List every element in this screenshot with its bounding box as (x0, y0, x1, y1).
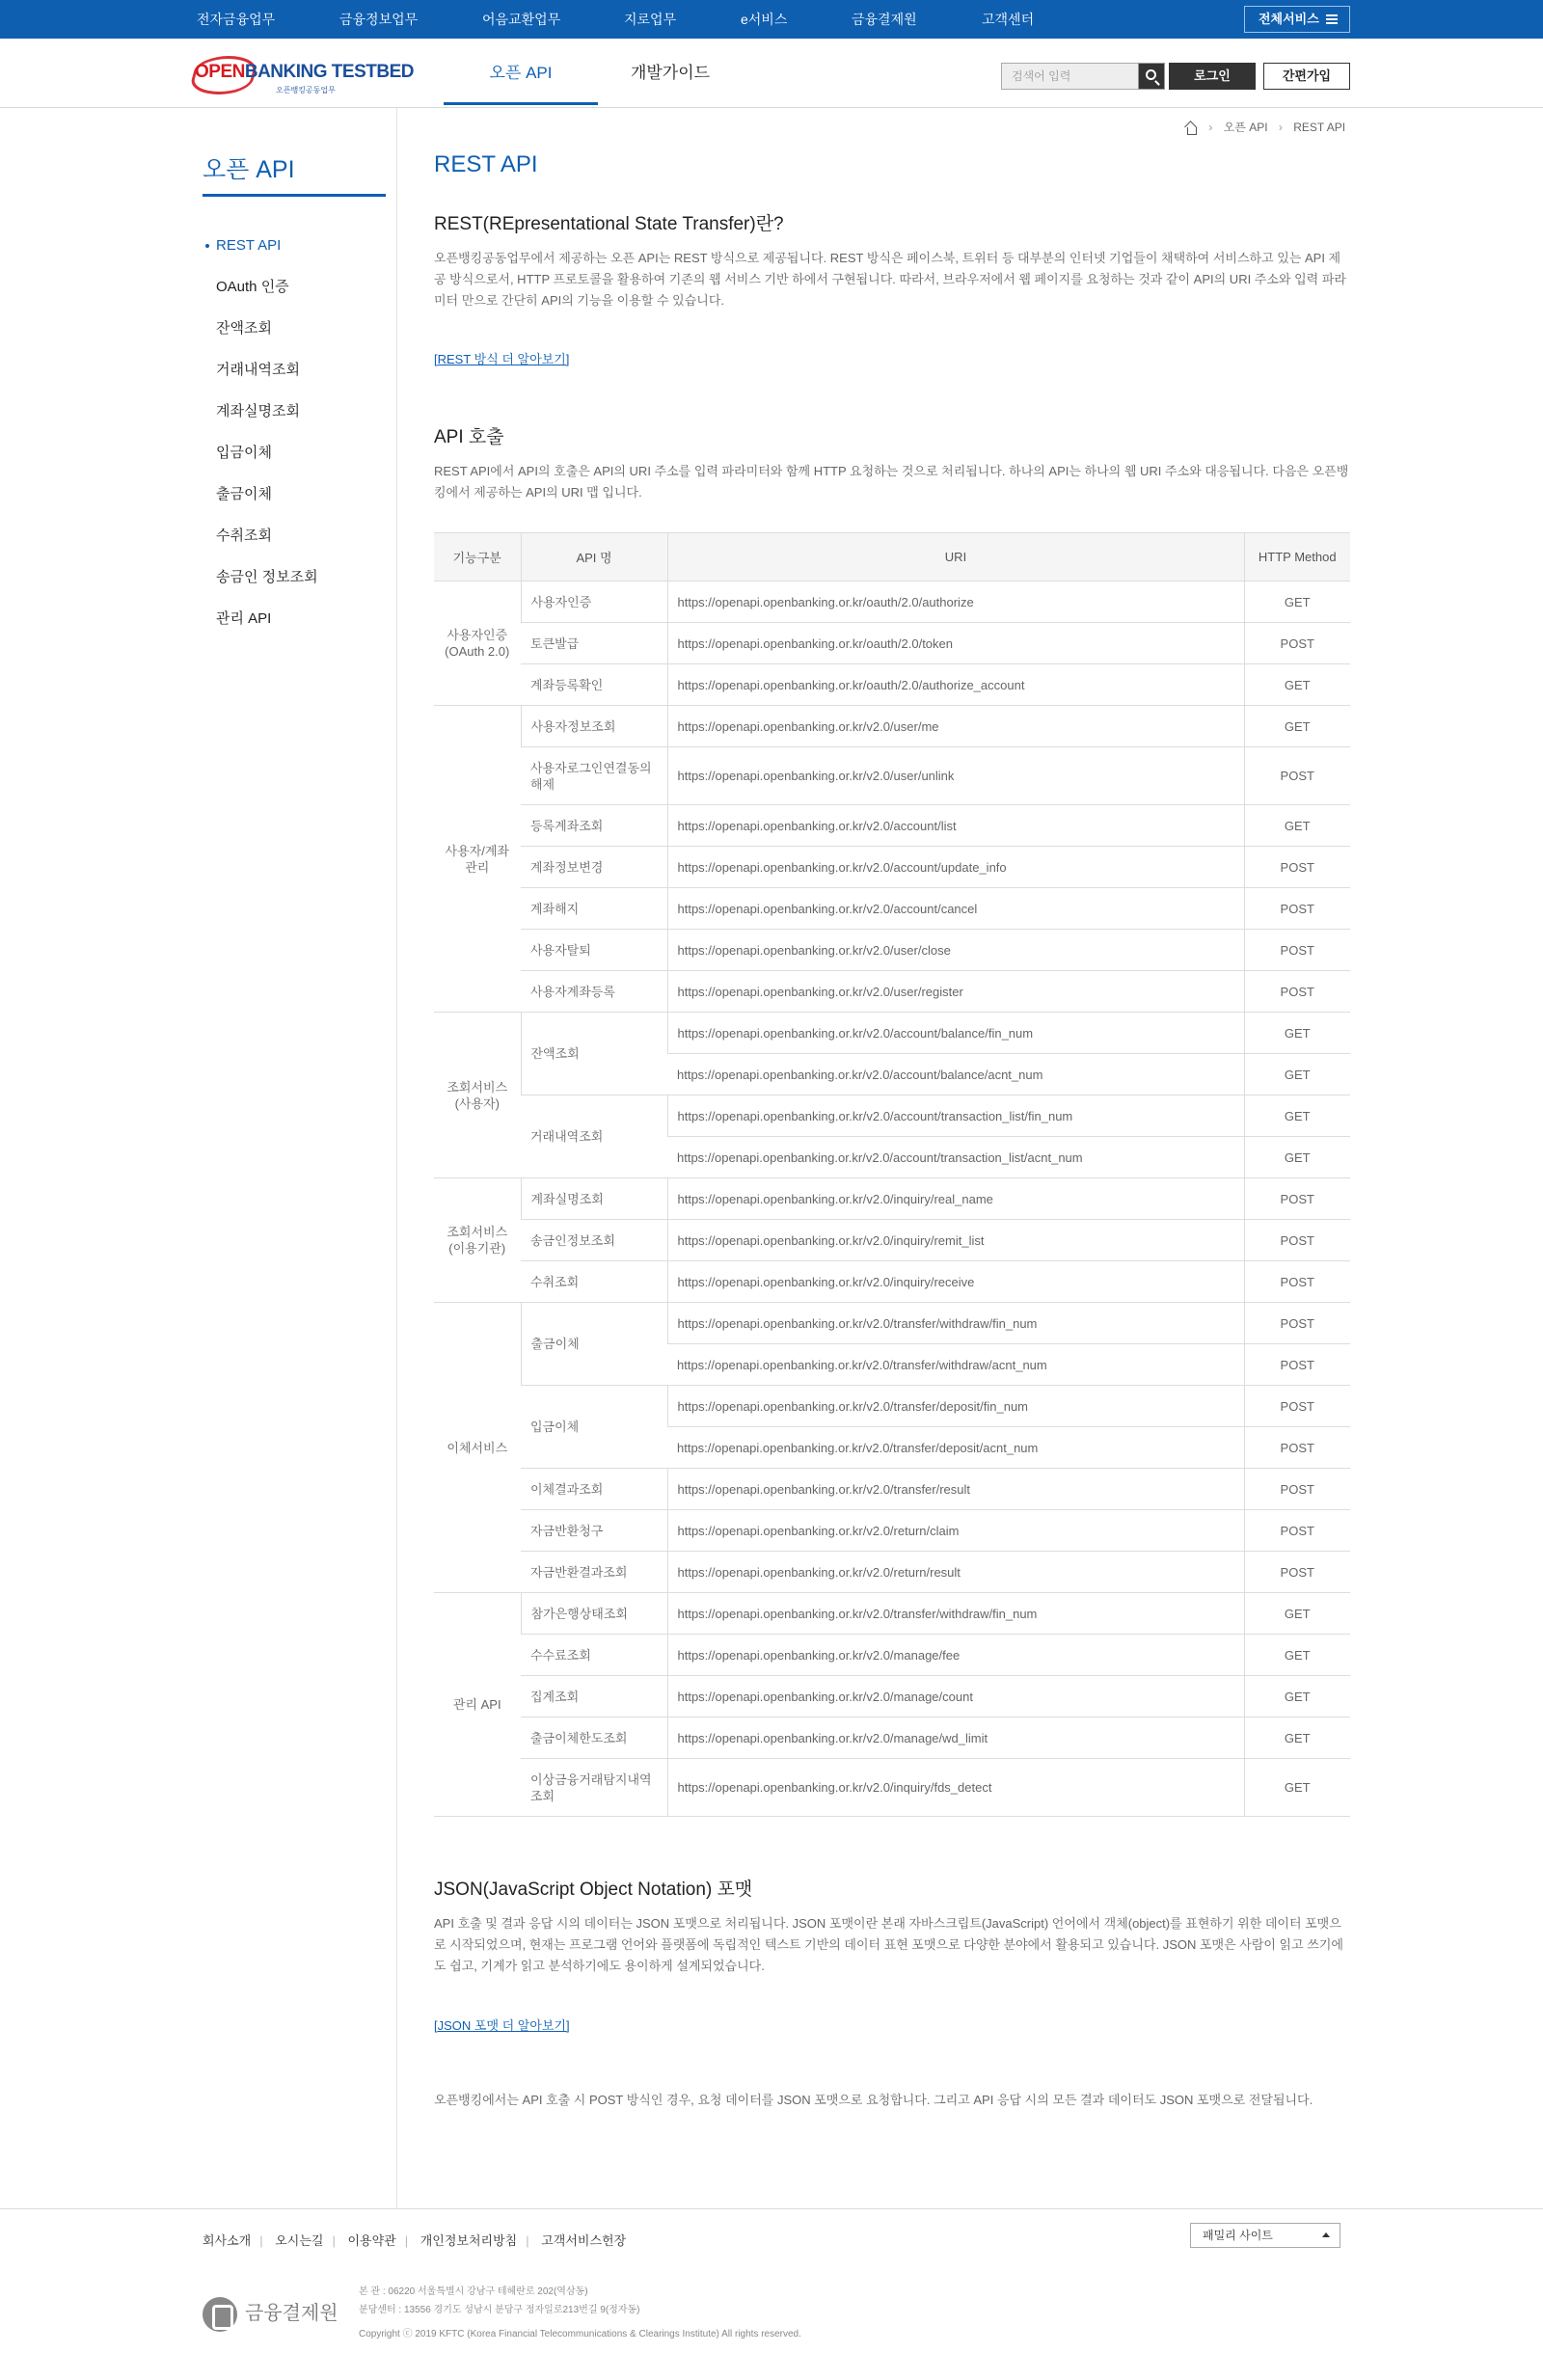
http-method-cell: POST (1244, 847, 1350, 888)
category-cell: 조회서비스 (이용기관) (434, 1178, 521, 1303)
api-name-cell: 집계조회 (521, 1676, 667, 1717)
sidebar-item-oauth[interactable]: OAuth 인증 (216, 279, 289, 295)
uri-cell: https://openapi.openbanking.or.kr/v2.0/inquiry/real_name (667, 1178, 1244, 1220)
uri-cell: https://openapi.openbanking.or.kr/v2.0/inquiry/remit_list (667, 1220, 1244, 1261)
gnb-open-api[interactable]: 오픈 API (444, 39, 598, 105)
table-row (434, 1303, 1350, 1344)
api-call-section-title: API 호출 (434, 427, 504, 447)
uri-cell: https://openapi.openbanking.or.kr/v2.0/transfer/withdraw/fin_num (667, 1593, 1244, 1635)
category-cell: 사용자인증 (OAuth 2.0) (434, 581, 521, 706)
footer-link-service-charter[interactable]: 고객서비스헌장 (541, 2233, 627, 2248)
top-utility-bar (0, 0, 1543, 39)
api-name-cell: 계좌실명조회 (521, 1178, 667, 1220)
http-method-cell: POST (1244, 1469, 1350, 1510)
uri-cell: https://openapi.openbanking.or.kr/v2.0/account/transaction_list/fin_num (667, 1095, 1244, 1137)
footer-link-directions[interactable]: 오시는길 (275, 2233, 324, 2248)
kftc-logo-icon (203, 2297, 237, 2332)
sidebar-item-real-name[interactable]: 계좌실명조회 (216, 403, 300, 419)
uri-cell: https://openapi.openbanking.or.kr/v2.0/return/result (667, 1552, 1244, 1593)
uri-cell: https://openapi.openbanking.or.kr/oauth/2.0/authorize_account (667, 664, 1244, 706)
table-row (434, 1717, 1350, 1759)
sidebar-item-transactions[interactable]: 거래내역조회 (216, 362, 300, 378)
http-method-cell: GET (1244, 1676, 1350, 1717)
http-method-cell: GET (1244, 581, 1350, 623)
table-row (434, 706, 1350, 747)
logo-text-testbed: BANKING TESTBED (244, 62, 414, 82)
api-name-cell: 사용자로그인연결동의해제 (521, 747, 667, 805)
api-name-cell: 이상금융거래탐지내역조회 (521, 1759, 667, 1817)
rest-section-text: 오픈뱅킹공동업무에서 제공하는 오픈 API는 REST 방식으로 제공됩니다. REST 방식은 페이스북, 트위터 등 대부분의 인터넷 기업들이 채택하여 서비스하고 있는 API 제공 방식으로서, HTTP 프로토콜을 활용하여 기존의 웹 서비스 기반 하에서 구현됩니다. 따라서, 브라우저에서 웹 페이지를 요청하는 것과 같이 API의 URI 주소와 입력 파라미터 만으로 간단히 API의 기능을 이용할 수 있습니다. (434, 251, 1346, 308)
footer-link-terms[interactable]: 이용약관 (347, 2233, 396, 2248)
sidebar-item-rest-api[interactable]: REST API (203, 233, 386, 275)
col-header-uri: URI (667, 533, 1244, 581)
logo-subtitle: 오픈뱅킹공동업무 (276, 86, 336, 95)
sidebar-item-receive[interactable]: 수취조회 (216, 527, 272, 544)
uri-cell: https://openapi.openbanking.or.kr/v2.0/inquiry/fds_detect (667, 1759, 1244, 1817)
table-row (434, 664, 1350, 706)
table-row (434, 1759, 1350, 1817)
footer-links: 회사소개 | 오시는길 | 이용약관 | 개인정보처리방침 | 고객서비스헌장 (203, 2231, 635, 2249)
table-row (434, 1635, 1350, 1676)
kftc-logo-text: 금융결제원 (245, 2303, 338, 2324)
http-method-cell: POST (1244, 1386, 1350, 1427)
search-input[interactable]: 검색어 입력 (1001, 63, 1140, 90)
table-header-row (434, 533, 1350, 581)
uri-cell: https://openapi.openbanking.or.kr/v2.0/manage/count (667, 1676, 1244, 1717)
http-method-cell: POST (1244, 1220, 1350, 1261)
uri-cell: https://openapi.openbanking.or.kr/oauth/2.0/authorize (667, 581, 1244, 623)
api-name-cell: 사용자계좌등록 (521, 971, 667, 1013)
uri-cell: https://openapi.openbanking.or.kr/v2.0/transfer/result (667, 1469, 1244, 1510)
uri-cell: https://openapi.openbanking.or.kr/v2.0/transfer/deposit/fin_num (667, 1386, 1244, 1427)
footer-copyright: Copyright ⓒ 2019 KFTC (Korea Financial Telecommunications & Clearings Institute) All rights reserved. (359, 2329, 801, 2339)
table-row (434, 1261, 1350, 1303)
rest-section-title: REST(REpresentational State Transfer)란? (434, 214, 784, 234)
sidebar-nav (203, 233, 386, 648)
json-section-title: JSON(JavaScript Object Notation) 포맷 (434, 1880, 753, 1900)
table-row (434, 1676, 1350, 1717)
http-method-cell: POST (1244, 1261, 1350, 1303)
api-name-cell: 자금반환청구 (521, 1510, 667, 1552)
http-method-cell: POST (1244, 1510, 1350, 1552)
category-cell: 조회서비스 (사용자) (434, 1013, 521, 1178)
footer-address-bundang: 분당센터 : 13556 경기도 성남시 분당구 정자일로213번길 9(정자동) (359, 2305, 640, 2315)
topnav-electronic-finance[interactable]: 전자금융업무 (197, 12, 276, 27)
http-method-cell: GET (1244, 664, 1350, 706)
uri-cell: https://openapi.openbanking.or.kr/v2.0/account/cancel (667, 888, 1244, 930)
api-name-cell: 입금이체 (521, 1386, 667, 1469)
uri-cell: https://openapi.openbanking.or.kr/v2.0/transfer/withdraw/acnt_num (667, 1344, 1244, 1386)
api-name-cell: 토큰발급 (521, 623, 667, 664)
api-name-cell: 수취조회 (521, 1261, 667, 1303)
col-header-category: 기능구분 (434, 533, 521, 581)
breadcrumb (1184, 118, 1345, 137)
api-name-cell: 출금이체한도조회 (521, 1717, 667, 1759)
topnav-finance-info[interactable]: 금융정보업무 (339, 12, 419, 27)
uri-cell: https://openapi.openbanking.or.kr/v2.0/manage/fee (667, 1635, 1244, 1676)
api-name-cell: 참가은행상태조회 (521, 1593, 667, 1635)
uri-cell: https://openapi.openbanking.or.kr/v2.0/manage/wd_limit (667, 1717, 1244, 1759)
json-usage-text: 오픈뱅킹에서는 API 호출 시 POST 방식인 경우, 요청 데이터를 JSON 포맷으로 요청합니다. 그리고 API 응답 시의 모든 결과 데이터도 JSON 포맷으로 전달됩니다. (434, 2093, 1313, 2107)
api-name-cell: 등록계좌조회 (521, 805, 667, 847)
http-method-cell: POST (1244, 1344, 1350, 1386)
sidebar-item-deposit[interactable]: 입금이체 (216, 445, 272, 461)
sidebar-item-withdraw[interactable]: 출금이체 (216, 486, 272, 502)
uri-cell: https://openapi.openbanking.or.kr/v2.0/transfer/deposit/acnt_num (667, 1427, 1244, 1469)
uri-cell: https://openapi.openbanking.or.kr/v2.0/account/transaction_list/acnt_num (667, 1137, 1244, 1178)
table-row (434, 1469, 1350, 1510)
http-method-cell: GET (1244, 1759, 1350, 1817)
family-site-label: 패밀리 사이트 (1203, 2229, 1273, 2242)
api-name-cell: 사용자인증 (521, 581, 667, 623)
login-button[interactable]: 로그인 (1169, 63, 1256, 90)
api-uri-table (434, 532, 1350, 1817)
breadcrumb-open-api[interactable]: 오픈 API (1223, 121, 1268, 134)
http-method-cell: GET (1244, 1054, 1350, 1095)
uri-cell: https://openapi.openbanking.or.kr/v2.0/user/unlink (667, 747, 1244, 805)
footer-info (359, 2283, 801, 2343)
uri-cell: https://openapi.openbanking.or.kr/v2.0/return/claim (667, 1510, 1244, 1552)
uri-cell: https://openapi.openbanking.or.kr/v2.0/user/me (667, 706, 1244, 747)
site-header (0, 39, 1543, 108)
col-header-http-method: HTTP Method (1244, 533, 1350, 581)
sidebar-item-remitter[interactable]: 송금인 정보조회 (216, 569, 318, 585)
category-cell: 사용자/계좌 관리 (434, 706, 521, 1013)
json-more-link[interactable]: [JSON 포맷 더 알아보기] (434, 2018, 570, 2033)
topnav-e-service[interactable]: e서비스 (741, 12, 788, 27)
uri-cell: https://openapi.openbanking.or.kr/v2.0/user/register (667, 971, 1244, 1013)
http-method-cell: POST (1244, 971, 1350, 1013)
footer-link-about[interactable]: 회사소개 (203, 2233, 252, 2248)
topnav-kftc[interactable]: 금융결제원 (852, 12, 917, 27)
category-cell: 이체서비스 (434, 1303, 521, 1593)
json-section-text: API 호출 및 결과 응답 시의 데이터는 JSON 포맷으로 처리됩니다. JSON 포맷이란 본래 자바스크립트(JavaScript) 언어에서 객체(object)를 표현하기 위한 데이터 포맷으로 시작되었으며, 현재는 프로그램 언어와 플랫폼에 독립적인 텍스트 기반의 데이터 표현 포맷으로 다양한 분야에서 활용되고 있습니다. JSON 포맷은 사람이 읽고 쓰기에도 쉽고, 기계가 읽고 분석하기에도 용이하게 설계되었습니다. (434, 1916, 1343, 1973)
table-row (434, 747, 1350, 805)
uri-cell: https://openapi.openbanking.or.kr/v2.0/account/balance/fin_num (667, 1013, 1244, 1054)
table-row (434, 847, 1350, 888)
gnb-dev-guide[interactable]: 개발가이드 (630, 64, 711, 82)
api-name-cell: 계좌해지 (521, 888, 667, 930)
http-method-cell: GET (1244, 1137, 1350, 1178)
http-method-cell: POST (1244, 888, 1350, 930)
api-name-cell: 잔액조회 (521, 1013, 667, 1095)
openbanking-testbed-logo[interactable] (193, 56, 417, 98)
api-name-cell: 계좌등록확인 (521, 664, 667, 706)
sidebar-title: 오픈 API (203, 156, 295, 183)
chevron-right-icon: › (1278, 121, 1283, 134)
api-name-cell: 거래내역조회 (521, 1095, 667, 1178)
http-method-cell: POST (1244, 1552, 1350, 1593)
sidebar-item-balance[interactable]: 잔액조회 (216, 320, 272, 337)
http-method-cell: GET (1244, 1095, 1350, 1137)
uri-cell: https://openapi.openbanking.or.kr/v2.0/account/balance/acnt_num (667, 1054, 1244, 1095)
uri-cell: https://openapi.openbanking.or.kr/v2.0/transfer/withdraw/fin_num (667, 1303, 1244, 1344)
http-method-cell: POST (1244, 1427, 1350, 1469)
topnav-giro[interactable]: 지로업무 (624, 12, 677, 27)
chevron-right-icon: › (1208, 121, 1213, 134)
table-row (434, 623, 1350, 664)
col-header-api-name: API 명 (521, 533, 667, 581)
logo-text-open: OPEN (195, 62, 245, 82)
table-row (434, 1095, 1350, 1137)
api-call-section-text: REST API에서 API의 호출은 API의 URI 주소를 입력 파라미터와 함께 HTTP 요청하는 것으로 처리됩니다. 하나의 API는 하나의 웹 URI 주소와 대응됩니다. 다음은 오픈뱅킹에서 제공하는 API의 URI 맵 입니다. (434, 464, 1349, 500)
all-services-label: 전체서비스 (1259, 12, 1319, 26)
table-row (434, 888, 1350, 930)
http-method-cell: GET (1244, 805, 1350, 847)
table-row (434, 1510, 1350, 1552)
uri-cell: https://openapi.openbanking.or.kr/oauth/2.0/token (667, 623, 1244, 664)
table-row (434, 930, 1350, 971)
http-method-cell: GET (1244, 1717, 1350, 1759)
signup-button[interactable]: 간편가입 (1263, 63, 1350, 90)
http-method-cell: POST (1244, 747, 1350, 805)
http-method-cell: POST (1244, 623, 1350, 664)
table-row (434, 581, 1350, 623)
rest-more-link[interactable]: [REST 방식 더 알아보기] (434, 352, 570, 366)
http-method-cell: GET (1244, 1013, 1350, 1054)
http-method-cell: GET (1244, 1635, 1350, 1676)
home-icon[interactable] (1184, 122, 1198, 134)
api-table-body (434, 581, 1350, 1817)
caret-up-icon (1322, 2232, 1330, 2237)
site-footer (0, 2208, 1543, 2380)
footer-address-main: 본 관 : 06220 서울특별시 강남구 테헤란로 202(역삼동) (359, 2286, 588, 2297)
topnav-customer-center[interactable]: 고객센터 (982, 12, 1035, 27)
table-row (434, 1386, 1350, 1427)
family-site-select[interactable] (1190, 2223, 1340, 2248)
http-method-cell: POST (1244, 1303, 1350, 1344)
http-method-cell: GET (1244, 1593, 1350, 1635)
uri-cell: https://openapi.openbanking.or.kr/v2.0/user/close (667, 930, 1244, 971)
category-cell: 관리 API (434, 1593, 521, 1817)
table-row (434, 805, 1350, 847)
table-row (434, 1552, 1350, 1593)
search-icon (1146, 69, 1156, 80)
sidebar-item-manage-api[interactable]: 관리 API (216, 610, 272, 627)
table-row (434, 1593, 1350, 1635)
http-method-cell: GET (1244, 706, 1350, 747)
uri-cell: https://openapi.openbanking.or.kr/v2.0/inquiry/receive (667, 1261, 1244, 1303)
api-name-cell: 이체결과조회 (521, 1469, 667, 1510)
uri-cell: https://openapi.openbanking.or.kr/v2.0/account/list (667, 805, 1244, 847)
all-services-button[interactable] (1244, 6, 1350, 33)
api-name-cell: 자금반환결과조회 (521, 1552, 667, 1593)
api-name-cell: 사용자탈퇴 (521, 930, 667, 971)
api-name-cell: 송금인정보조회 (521, 1220, 667, 1261)
api-name-cell: 출금이체 (521, 1303, 667, 1386)
kftc-footer-logo (203, 2294, 338, 2333)
api-name-cell: 수수료조회 (521, 1635, 667, 1676)
table-row (434, 1220, 1350, 1261)
breadcrumb-rest-api: REST API (1293, 121, 1346, 134)
table-row (434, 1178, 1350, 1220)
api-name-cell: 계좌정보변경 (521, 847, 667, 888)
api-name-cell: 사용자정보조회 (521, 706, 667, 747)
search-button[interactable] (1138, 63, 1165, 90)
sidebar-divider (396, 108, 397, 2208)
table-row (434, 971, 1350, 1013)
http-method-cell: POST (1244, 1178, 1350, 1220)
footer-link-privacy[interactable]: 개인정보처리방침 (420, 2233, 518, 2248)
uri-cell: https://openapi.openbanking.or.kr/v2.0/account/update_info (667, 847, 1244, 888)
topnav-bill-exchange[interactable]: 어음교환업무 (482, 12, 561, 27)
page-title: REST API (434, 151, 538, 177)
hamburger-icon (1326, 14, 1338, 24)
http-method-cell: POST (1244, 930, 1350, 971)
sidebar-title-underline (203, 194, 386, 197)
table-row (434, 1013, 1350, 1054)
